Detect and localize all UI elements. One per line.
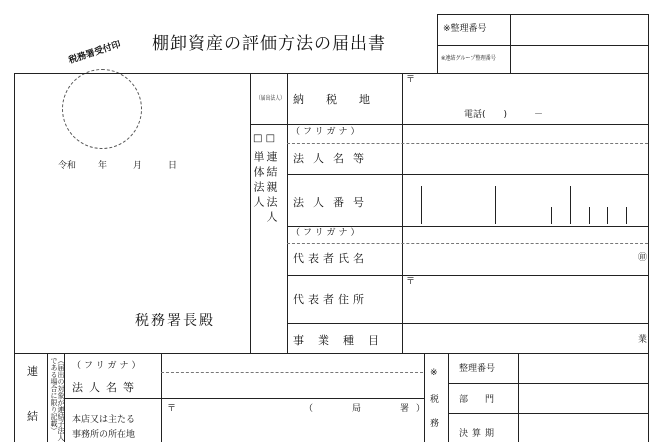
kessanki-label: 決算期 — [459, 429, 499, 439]
todokede-hojin-label: （届出法人） — [256, 95, 285, 102]
date-reiwa: 令和 — [58, 161, 77, 171]
jimusho-label: 事務所の所在地 — [72, 430, 136, 440]
tax-office-mark-3: 務 — [430, 419, 440, 429]
group-seiri-label: ※連結グループ整理番号 — [441, 55, 496, 62]
reception-stamp-circle — [62, 69, 142, 149]
hojin-mei-label-2: 法人名等 — [72, 381, 140, 394]
form-title: 棚卸資産の評価方法の届出書 — [152, 34, 386, 54]
stamp-label: 税務署受付印 — [67, 39, 123, 67]
hojin-mei-label: 法人名等 — [293, 152, 373, 165]
renketsu-side-2: 結 — [27, 410, 38, 423]
gyo-mark: 業 — [638, 335, 648, 345]
phone-label: 電話( ) － — [464, 110, 544, 120]
tax-office-mark-2: 税 — [430, 395, 440, 405]
postal-mark: 〒 — [406, 75, 416, 85]
furigana-label-2: （フリガナ） — [291, 228, 363, 238]
renketsu-side-1: 連 — [27, 365, 38, 378]
bumon-label: 部 門 — [459, 395, 499, 405]
nozeichi-label: 納税地 — [293, 93, 392, 106]
postal-mark-3: 〒 — [167, 404, 177, 414]
corp-type-checkboxes[interactable]: □ □ — [253, 133, 276, 144]
tax-office-mark-1: ※ — [430, 368, 438, 378]
postal-mark-2: 〒 — [406, 277, 416, 287]
addressee: 税務署長殿 — [135, 313, 215, 329]
daihyosha-jusho-label: 代表者住所 — [293, 293, 368, 306]
hojin-bango-label: 法人番号 — [293, 196, 373, 209]
date-tsuki: 月 — [133, 161, 143, 171]
seal-mark: ㊞ — [638, 253, 648, 263]
seiri-bango-label-2: 整理番号 — [459, 364, 496, 374]
seiri-bango-label: ※整理番号 — [443, 24, 487, 34]
furigana-label-1: （フリガナ） — [291, 127, 363, 137]
date-nen: 年 — [98, 161, 108, 171]
tantai-hojin-label: 単体法人 — [252, 151, 265, 211]
honten-label: 本店又は主たる — [72, 415, 136, 425]
date-hi: 日 — [168, 161, 178, 171]
furigana-label-3: （フリガナ） — [72, 361, 144, 371]
renketsu-oya-hojin-label: 連結親法人 — [265, 151, 278, 226]
kyoku-sho-label: （ 局 署） — [304, 404, 433, 414]
jigyo-shumoku-label: 事業種目 — [293, 334, 393, 347]
renketsu-note-vertical: （届出の対象が連結子法人である場合に限り記載） — [50, 357, 65, 441]
daihyosha-shimei-label: 代表者氏名 — [293, 252, 368, 265]
